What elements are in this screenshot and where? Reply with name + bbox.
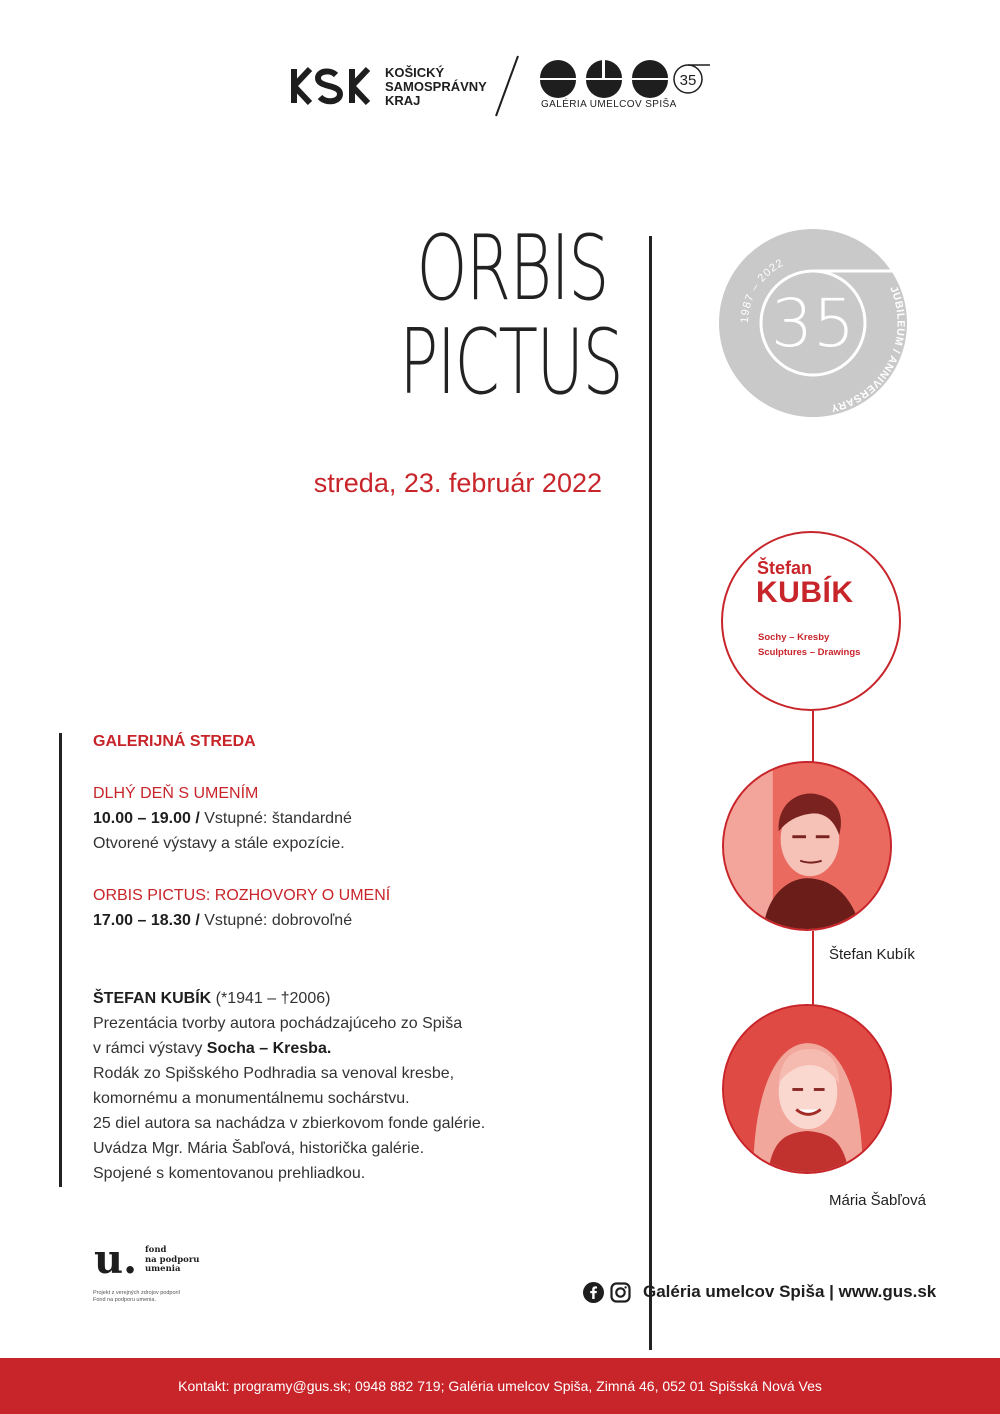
- facebook-icon[interactable]: [583, 1282, 604, 1303]
- ksk-name: [385, 66, 487, 108]
- event-1-info: [93, 806, 352, 831]
- fond-line: na podporu: [145, 1254, 200, 1265]
- woman-portrait-icon: [724, 1006, 890, 1172]
- ksk-line: KRAJ: [385, 93, 421, 108]
- artist-first-name: Štefan: [757, 558, 813, 578]
- gus-name: GALÉRIA UMELCOV SPIŠA: [541, 99, 677, 110]
- fond-note-line: Fond na podporu umenia.: [93, 1297, 156, 1303]
- fond-line: fond: [145, 1245, 167, 1255]
- exhibition-subtitle: [758, 630, 860, 660]
- bio-dates: (*1941 – †2006): [211, 990, 331, 1007]
- event-2-time: 17.00 – 18.30 /: [93, 912, 200, 929]
- title-line-1: ORBIS: [416, 216, 608, 321]
- event-2: [93, 883, 390, 933]
- fond-line: umenia: [145, 1264, 181, 1274]
- ksk-logo-icon: [290, 66, 372, 106]
- event-1-entry: Vstupné: štandardné: [199, 810, 352, 827]
- bio-line: [93, 1036, 485, 1061]
- instagram-icon[interactable]: [610, 1282, 631, 1303]
- event-2-title: ORBIS PICTUS: ROZHOVORY O UMENÍ: [93, 887, 391, 904]
- ksk-line: KOŠICKÝ: [385, 65, 445, 80]
- social-links: [583, 1280, 936, 1304]
- footer-bar: [0, 1358, 1000, 1414]
- gus-logo-icon: [538, 58, 712, 98]
- contact-info: Kontakt: programy@gus.sk; 0948 882 719; Galéria umelcov Spiša, Zimná 46, 052 01 Spišská Nová Ves: [178, 1378, 822, 1394]
- event-1: [93, 781, 352, 856]
- subtitle-sk: Sochy – Kresby: [758, 632, 830, 643]
- bio-line: Rodák zo Spišského Podhradia sa venoval kresbe,: [93, 1065, 455, 1082]
- bio-line: Prezentácia tvorby autora pochádzajúceho zo Spiša: [93, 1015, 463, 1032]
- portrait-stefan-kubik: [722, 761, 892, 931]
- bio-line-part: v rámci výstavy: [93, 1040, 207, 1057]
- gus-badge-number: 35: [679, 72, 697, 89]
- bio-name: ŠTEFAN KUBÍK: [93, 990, 212, 1007]
- bio-line: Uvádza Mgr. Mária Šabľová, historička galérie.: [93, 1140, 425, 1157]
- connector-line: [812, 711, 814, 763]
- subtitle-en: Sculptures – Drawings: [758, 647, 861, 658]
- bio-exhibition-name: Socha – Kresba.: [206, 1040, 332, 1057]
- anniversary-badge-icon: [718, 228, 908, 418]
- connector-line: [812, 931, 814, 1007]
- bio-line: komornému a monumentálnemu sochárstvu.: [93, 1090, 410, 1107]
- event-2-entry: Vstupné: dobrovoľné: [199, 912, 353, 929]
- bio-line: 25 diel autora sa nachádza v zbierkovom fonde galérie.: [93, 1115, 486, 1132]
- fond-note: [93, 1290, 180, 1304]
- title-line-2: PICTUS: [399, 310, 623, 415]
- bio-block: [93, 986, 485, 1186]
- page-title: [399, 216, 623, 415]
- man-portrait-icon: [724, 763, 890, 929]
- caption-maria-sablova: Mária Šabľová: [829, 1192, 926, 1209]
- event-2-info: [93, 908, 390, 933]
- main-divider: [649, 236, 652, 1350]
- program-block: [93, 729, 256, 754]
- ksk-line: SAMOSPRÁVNY: [385, 79, 487, 94]
- fond-logo-mark: u.: [94, 1236, 138, 1283]
- portrait-maria-sablova: [722, 1004, 892, 1174]
- event-1-title: DLHÝ DEŇ S UMENÍM: [93, 785, 259, 802]
- fond-logo-text: [145, 1246, 199, 1275]
- anniversary-years: 1987 – 2022: [738, 256, 786, 324]
- bio-line: Spojené s komentovanou prehliadkou.: [93, 1165, 366, 1182]
- caption-stefan-kubik: Štefan Kubík: [829, 946, 915, 963]
- program-divider: [59, 733, 62, 1187]
- artist-last-name: KUBÍK: [756, 576, 854, 609]
- website-link[interactable]: Galéria umelcov Spiša | www.gus.sk: [643, 1282, 937, 1301]
- event-1-time: 10.00 – 19.00 /: [93, 810, 200, 827]
- event-date: streda, 23. február 2022: [313, 468, 602, 498]
- anniversary-number: 35: [771, 285, 855, 362]
- fond-note-line: Projekt z verejných zdrojov podporil: [93, 1290, 180, 1296]
- program-heading: GALERIJNÁ STREDA: [93, 733, 256, 750]
- bio-heading: [93, 986, 485, 1011]
- anniversary-label: JUBILEUM / ANNIVERSARY: [829, 284, 907, 415]
- event-1-desc: Otvorené výstavy a stále expozície.: [93, 835, 345, 852]
- divider-slash: [492, 54, 522, 118]
